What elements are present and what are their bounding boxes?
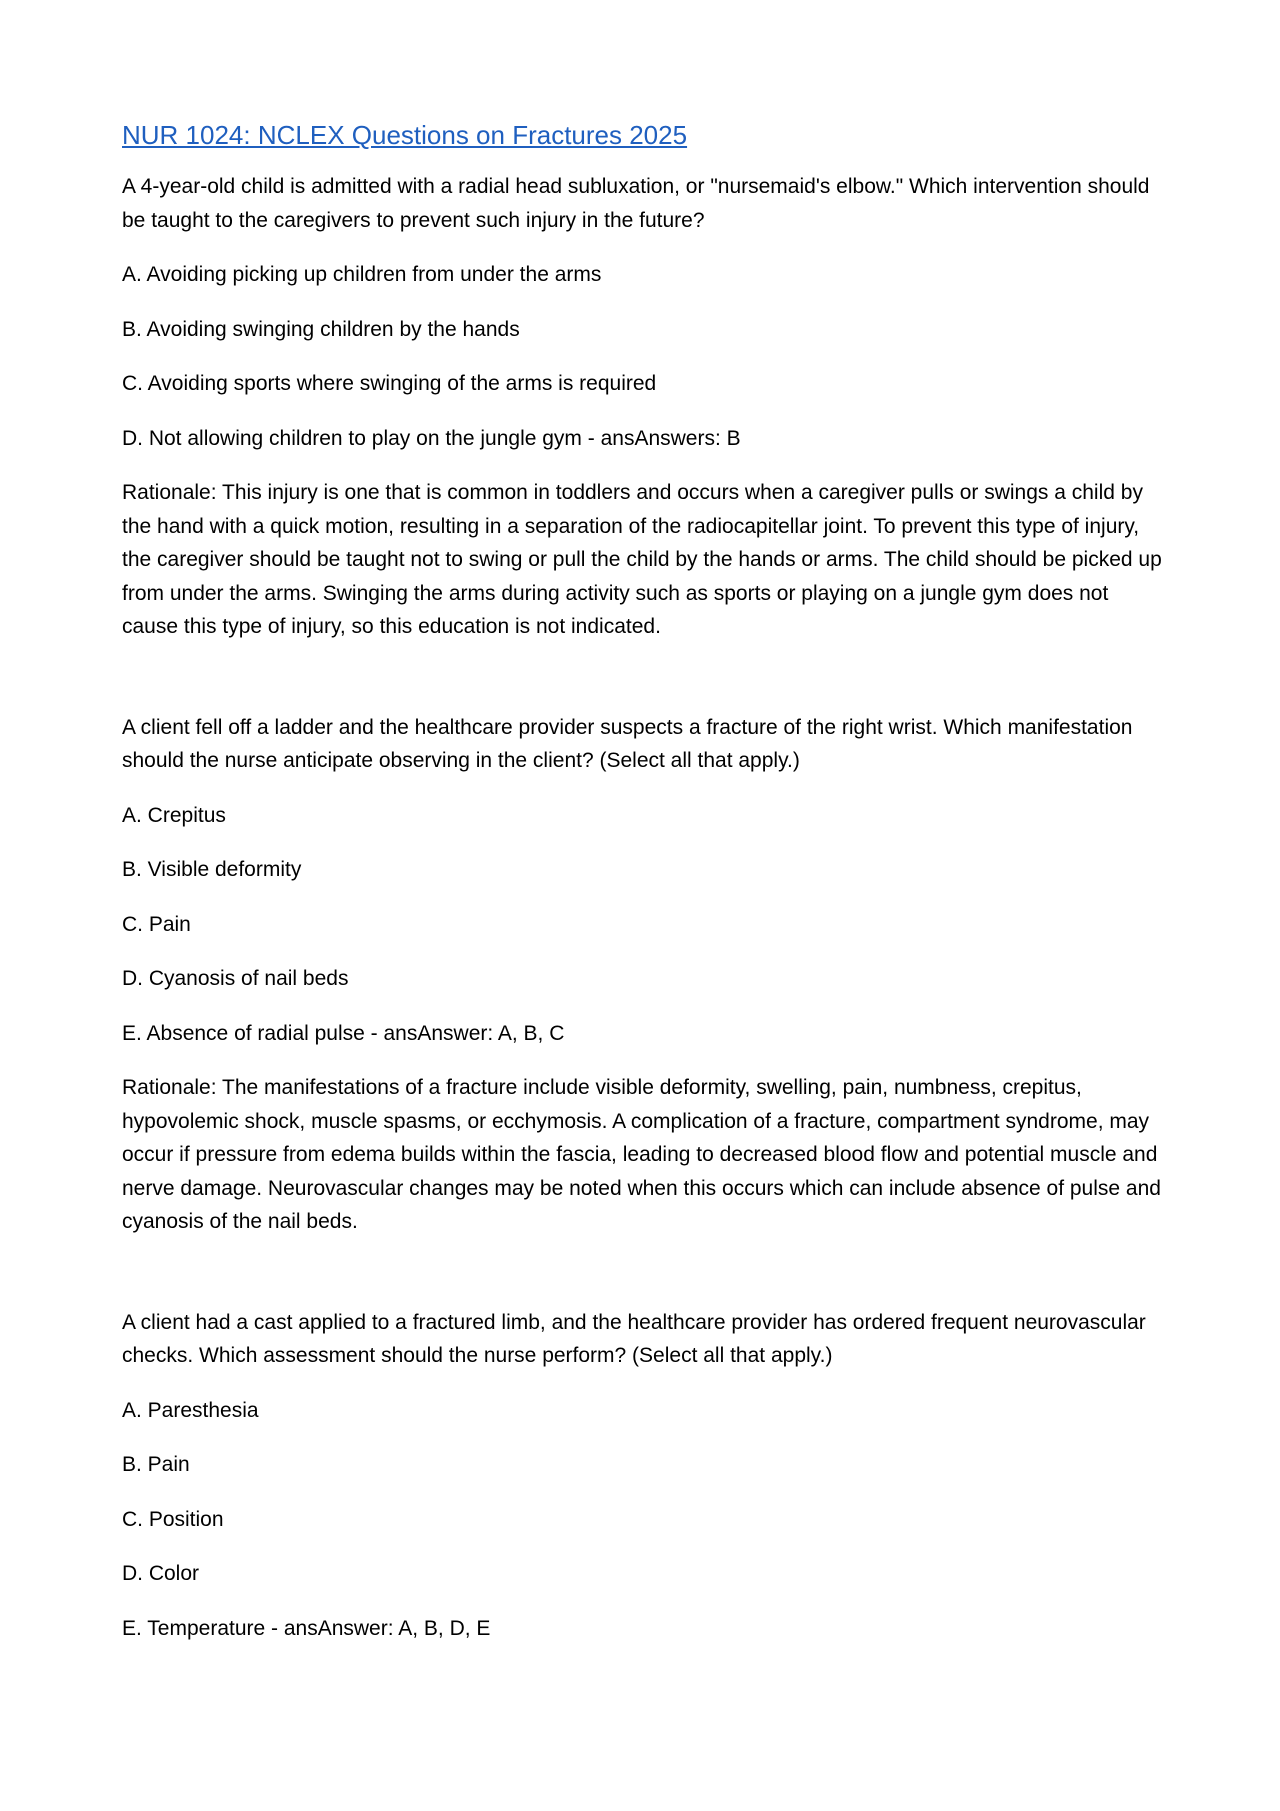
- answer-option: B. Pain: [122, 1453, 190, 1476]
- rationale-text: Rationale: The manifestations of a fracture include visible deformity, swelling, pain, numbness, crepitus, hypovolemic shock, muscle spasms, or ecchymosis. A complication of a fracture, compartment syndrome, may occur if pressure from edema builds within the fascia, leading to decreased blood flow and potential muscle and nerve damage. Neurovascular changes may be noted when this occurs which can include absence of pulse and cyanosis of the nail beds.: [122, 1076, 1161, 1233]
- answer-option: C. Avoiding sports where swinging of the arms is required: [122, 372, 657, 395]
- question-1: [122, 170, 1162, 644]
- question-stem: A client had a cast applied to a fractured limb, and the healthcare provider has ordered frequent neurovascular checks. Which assessment should the nurse perform? (Select all that apply.): [122, 1310, 1146, 1367]
- answer-option: E. Temperature - ansAnswer: A, B, D, E: [122, 1616, 491, 1640]
- question-2: [122, 711, 1162, 1239]
- question-stem: A client fell off a ladder and the healthcare provider suspects a fracture of the right wrist. Which manifestation should the nurse anticipate observing in the client? (Select all that apply.): [122, 715, 1133, 772]
- answer-option: A. Paresthesia: [122, 1398, 259, 1422]
- answer-option: C. Position: [122, 1507, 224, 1531]
- document-title-link[interactable]: NUR 1024: NCLEX Questions on Fractures 2025: [122, 120, 688, 150]
- answer-option: A. Crepitus: [122, 803, 226, 827]
- question-stem: A 4-year-old child is admitted with a radial head subluxation, or "nursemaid's elbow." Which intervention should be taught to the caregivers to prevent such injury in the future?: [122, 175, 1150, 232]
- answer-option: D. Not allowing children to play on the jungle gym - ansAnswers: B: [122, 426, 741, 450]
- answer-option: B. Avoiding swinging children by the hands: [122, 317, 520, 341]
- rationale-text: Rationale: This injury is one that is common in toddlers and occurs when a caregiver pulls or swings a child by the hand with a quick motion, resulting in a separation of the radiocapitellar joint. To prevent this type of injury, the caregiver should be taught not to swing or pull the child by the hands or arms. The child should be picked up from under the arms. Swinging the arms during activity such as sports or playing on a jungle gym does not cause this type of injury, so this education is not indicated.: [122, 481, 1162, 638]
- answer-option: D. Cyanosis of nail beds: [122, 967, 349, 990]
- answer-option: A. Avoiding picking up children from under the arms: [122, 263, 602, 286]
- answer-option: C. Pain: [122, 912, 191, 936]
- question-3: [122, 1306, 1162, 1646]
- document-page: [122, 118, 1162, 1666]
- answer-option: E. Absence of radial pulse - ansAnswer: A, B, C: [122, 1021, 565, 1045]
- answer-option: B. Visible deformity: [122, 858, 302, 881]
- answer-option: D. Color: [122, 1562, 200, 1585]
